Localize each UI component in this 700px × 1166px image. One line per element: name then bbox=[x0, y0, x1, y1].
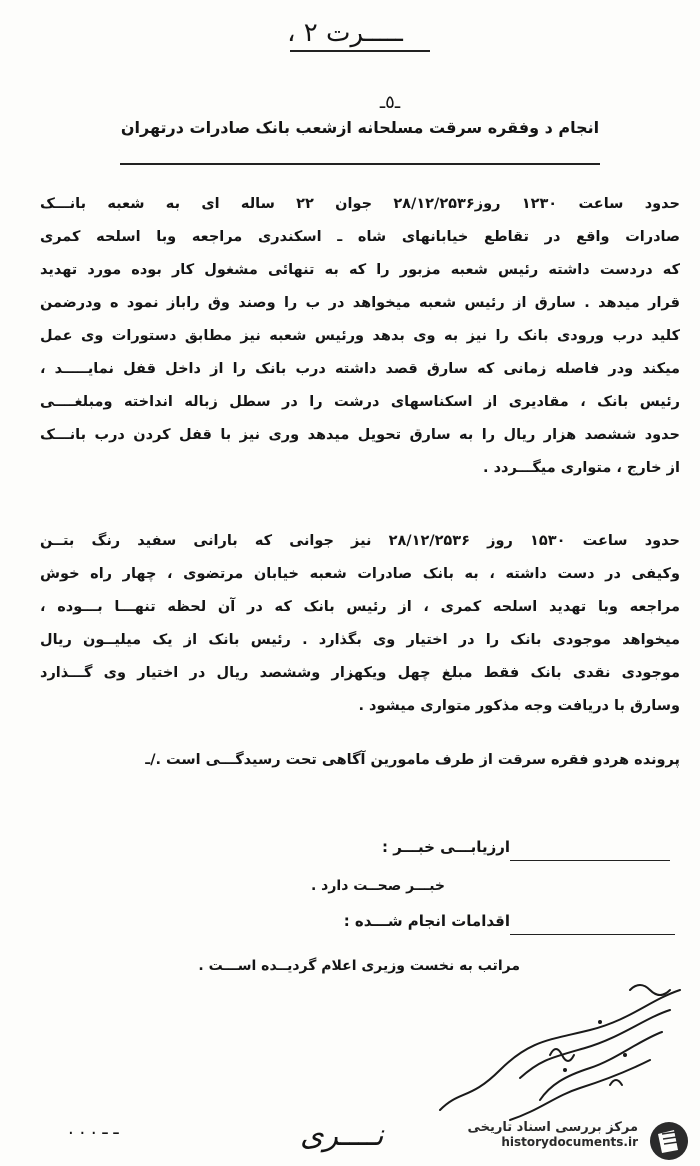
text-line: کلید درب ورودی بانک را نیز به وی بدهد ورئیس شعبه نیز مطابق دستورات وی عمل bbox=[40, 328, 680, 344]
actions-label: اقدامات انجام شـــده : bbox=[343, 912, 510, 930]
actions-text: مراتب به نخست وزیری اعلام گردیــده اســـت . bbox=[198, 958, 520, 974]
text-line: که دردست داشته رئیس شعبه مزبور را که به تنهائی مشغول کار بوده مورد تهدید bbox=[40, 262, 680, 278]
text-line: میخواهد موجودی بانک را در اختیار وی بگذارد . رئیس بانک از یک میلیــون ریال bbox=[40, 632, 680, 648]
section-number: ـ٥ـ bbox=[379, 92, 401, 113]
text-line: حدود ششصد هزار ریال را به سارق تحویل میدهد وری نیز با قفل کردن درب بانـــک bbox=[40, 427, 680, 443]
handwriting-scribble bbox=[400, 960, 690, 1130]
text-line: حدود ساعت ۱۵۳۰ روز ۲۸/۱۲/۲۵۳۶ نیز جوانی که بارانی سفید رنگ بتــن bbox=[40, 533, 680, 549]
handwritten-annotation bbox=[400, 960, 690, 1130]
closing-statement: پرونده هردو فقره سرقت از طرف مامورین آگاهی تحت رسیدگـــی است ./ـ bbox=[145, 752, 680, 768]
trailing-dots: . . . ـ ـ bbox=[68, 1118, 119, 1139]
header-mark: ـــــرت ۲ ، bbox=[287, 18, 403, 48]
text-line: رئیس بانک ، مقادیری از اسکناسهای درشت را در سطل زباله انداخته ومبلغــــی bbox=[40, 394, 680, 410]
text-line: حدود ساعت ۱۲۳۰ روز۲۸/۱۲/۲۵۳۶ جوان ۲۲ ساله ای به شعبه بانـــک bbox=[40, 196, 680, 212]
title-underline bbox=[120, 163, 600, 165]
paragraph-first-robbery bbox=[40, 188, 680, 485]
watermark-text bbox=[468, 1120, 639, 1149]
evaluation-label: ارزیابـــی خبـــر : bbox=[382, 838, 510, 856]
text-line: وکیفی در دست داشته ، به بانک صادرات شعبه خیابان مرتضوی ، چهار راه خوش bbox=[40, 566, 680, 582]
signature-name: نــــری bbox=[300, 1118, 384, 1153]
evaluation-text: خبـــر صحــت دارد . bbox=[310, 878, 445, 894]
text-line: موجودی نقدی بانک فقط مبلغ چهل ویکهزار وششصد ریال در اختیار وی گـــذارد bbox=[40, 665, 680, 681]
document-title: انجام د وفقره سرقت مسلحانه ازشعب بانک صادرات درتهران bbox=[120, 118, 600, 137]
evaluation-underline bbox=[510, 860, 670, 861]
text-line: از خارج ، متواری میگـــردد . bbox=[483, 460, 680, 476]
text-line: قرار میدهد . سارق از رئیس شعبه میخواهد در ب را وصند وق راباز نمود ه ودرضمن bbox=[40, 295, 680, 311]
watermark-latin: historydocuments.ir bbox=[501, 1135, 638, 1149]
watermark bbox=[430, 1118, 692, 1164]
watermark-persian: مرکز بررسی اسناد تاریخی bbox=[467, 1120, 638, 1135]
text-line: میکند ودر فاصله زمانی که سارق قصد داشته درب بانک را از داخل قفل نمایـــــد ، bbox=[40, 361, 680, 377]
header-mark-underline bbox=[290, 50, 430, 52]
actions-underline bbox=[510, 934, 675, 935]
text-line: صادرات واقع در تقاطع خیابانهای شاه ـ اسکندری مراجعه وبا اسلحه کمری bbox=[40, 229, 680, 245]
archive-logo-icon bbox=[646, 1120, 692, 1162]
paragraph-second-robbery bbox=[40, 525, 680, 723]
text-line: مراجعه وبا تهدید اسلحه کمری ، از رئیس بانک که در آن لحظه تنهـــا بـــوده ، bbox=[40, 599, 680, 615]
text-line: وسارق با دریافت وجه مذکور متواری میشود . bbox=[358, 698, 680, 714]
